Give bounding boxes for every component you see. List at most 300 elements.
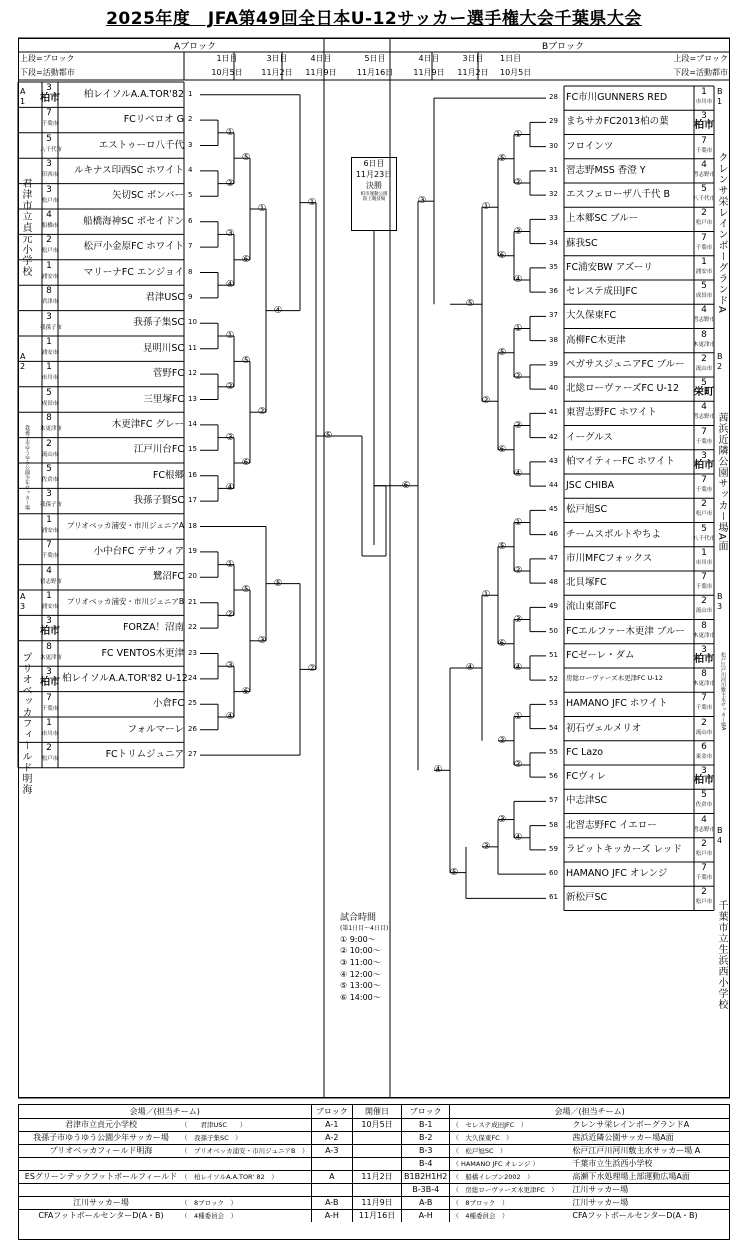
match-number: 25	[188, 699, 197, 708]
team-block-number: 2	[701, 353, 707, 364]
team-block-number: 3	[46, 616, 52, 627]
final-day: 6日目	[363, 159, 385, 168]
match-number: 61	[549, 893, 558, 902]
round-marker: ⑥	[241, 253, 251, 265]
match-number: 22	[188, 623, 197, 632]
team-block-number: 4	[701, 402, 707, 413]
team-city: 東金市	[695, 753, 713, 760]
team-name: 菅野FC	[152, 368, 184, 380]
match-number: 54	[549, 723, 558, 732]
team-name: 見明川SC	[142, 342, 184, 354]
match-number: 58	[549, 820, 558, 829]
team-city: 浦安市	[41, 273, 59, 280]
team-city: 習志野市	[693, 317, 716, 324]
match-number: 59	[549, 844, 558, 853]
team-block-number: 7	[701, 135, 707, 146]
table-cell: A-H	[311, 1209, 353, 1222]
team-name: 柏マイティーFC ホワイト	[566, 455, 675, 467]
team-city: 浦安市	[41, 350, 59, 356]
match-number: 57	[549, 796, 558, 805]
venue-cell	[19, 1183, 311, 1196]
round-marker: ③	[257, 634, 267, 646]
match-number: 8	[188, 267, 193, 276]
venue-cell: （ 4種委員会 ） CFAフットボールセンターD(A・B)	[450, 1209, 729, 1222]
final-label: 決勝	[366, 181, 382, 191]
team-block-number: 7	[701, 475, 707, 485]
round-marker: ⑤	[241, 584, 251, 595]
match-number: 16	[188, 470, 197, 479]
match-number: 56	[549, 772, 558, 781]
team-name: 東習志野FC ホワイト	[566, 407, 657, 419]
team-name: ラビットキッカーズ レッド	[566, 843, 682, 855]
team-block-number: 3	[46, 489, 52, 500]
team-city: 栄町	[694, 387, 714, 398]
round-marker: ④	[513, 274, 523, 285]
table-row	[19, 1131, 729, 1144]
team-block-number: 1	[46, 591, 52, 601]
team-city: 柏市	[40, 626, 60, 638]
round-marker: ④	[513, 662, 523, 673]
table-cell	[353, 1144, 402, 1157]
match-number: 42	[549, 432, 558, 441]
round-marker: ②	[307, 663, 317, 675]
team-city: 柏市	[40, 677, 60, 689]
team-city: 八千代市	[693, 535, 716, 542]
table-row	[19, 1196, 729, 1209]
round-marker: ⑥	[241, 457, 251, 468]
team-block-number: 3	[701, 450, 707, 461]
team-block-number: 1	[46, 362, 52, 373]
round-marker: ①	[225, 558, 235, 570]
team-city: 千葉市	[41, 553, 59, 560]
team-block-number: 1	[46, 260, 52, 271]
team-block-number: 7	[701, 572, 707, 582]
team-city: 柏市	[694, 459, 714, 471]
team-city: 千葉市	[695, 244, 713, 251]
venue-table	[18, 1104, 730, 1240]
match-number: 17	[188, 496, 197, 505]
team-block-number: 1	[46, 718, 52, 728]
team-block-number: 5	[46, 387, 52, 398]
team-block-number: 5	[701, 184, 707, 194]
team-block-number: 2	[701, 717, 707, 728]
match-number: 31	[549, 165, 558, 174]
date-label: 11月16日	[356, 68, 394, 77]
venue-cell: （ 房総ローヴァーズ木更津FC ） 江川サッカー場	[450, 1183, 729, 1196]
match-number: 18	[188, 521, 197, 530]
team-name: 我孫子集SC	[133, 317, 184, 329]
table-row	[19, 1144, 729, 1157]
table-cell: A-B	[402, 1196, 450, 1209]
team-block-number: 7	[46, 108, 52, 119]
round-marker: ③	[513, 225, 523, 237]
team-name: 新松戸SC	[566, 892, 608, 904]
venue-b3-name: 松戸江戸川河川敷主水サッカー場A	[720, 652, 726, 731]
team-block-number: 7	[701, 232, 707, 243]
team-city: 千葉市	[695, 147, 713, 154]
team-name: 上本郷SC ブルー	[566, 213, 639, 225]
match-number: 38	[549, 335, 558, 344]
table-header-cell: ブロック	[402, 1105, 450, 1118]
team-city: 千葉市	[41, 121, 59, 128]
team-name: 鷺沼FC	[152, 571, 184, 583]
round-marker: ③	[513, 419, 523, 431]
team-city: 習志野市	[693, 414, 716, 421]
team-name: 習志野MSS 香澄 Y	[566, 164, 646, 176]
team-block-number: 1	[46, 514, 52, 525]
team-block-number: 7	[701, 426, 707, 437]
team-block-number: 5	[701, 378, 707, 388]
team-block-number: 5	[701, 281, 707, 291]
team-name: イーグルス	[566, 431, 613, 443]
team-block-number: 4	[46, 210, 52, 220]
round-marker: ③	[417, 195, 427, 207]
venue-b4-name: 千葉市立生浜西小学校	[716, 900, 727, 1010]
team-name: 房総ローヴァーズ木更津FC U-12	[566, 674, 663, 683]
match-number: 13	[188, 394, 197, 403]
team-block-number: 2	[46, 438, 52, 449]
table-cell	[353, 1157, 402, 1170]
match-number: 2	[188, 115, 193, 124]
round-marker: ②	[513, 371, 523, 382]
team-block-number: 3	[46, 667, 52, 678]
round-marker: ①	[225, 126, 235, 138]
round-marker: ④	[433, 764, 443, 776]
round-marker: ②	[225, 177, 235, 189]
match-number: 35	[549, 262, 558, 271]
round-marker: ④	[513, 468, 523, 479]
final-venue: 柏市運動公園 陸上競技場	[360, 191, 388, 203]
team-block-number: 2	[701, 887, 707, 898]
round-marker: ④	[465, 662, 475, 673]
round-marker: ①	[481, 201, 491, 213]
team-name: 三里塚FC	[143, 393, 184, 405]
team-city: 木更津市	[40, 654, 63, 661]
round-marker: ⑥	[401, 479, 411, 491]
round-marker: ⑤	[241, 355, 251, 367]
team-city: 木更津市	[693, 341, 716, 348]
table-cell: 11月2日	[353, 1170, 402, 1183]
team-name: プリオベッカ浦安・市川ジュニアB	[66, 596, 184, 606]
date-label: 10月5日	[211, 68, 243, 77]
team-name: チームスポルトやちよ	[566, 528, 662, 540]
table-cell	[311, 1157, 353, 1170]
match-number: 34	[549, 238, 558, 247]
team-city: 流山市	[41, 451, 59, 458]
team-block-number: 4	[701, 159, 707, 170]
table-cell: 10月5日	[353, 1118, 402, 1131]
team-name: 大久保東FC	[566, 310, 617, 322]
team-name: 船橋海神SC ポセイドン	[83, 215, 184, 227]
match-number: 33	[549, 214, 558, 223]
match-time: ⑤ 13:00～	[340, 981, 381, 991]
table-cell: B-3	[402, 1144, 450, 1157]
match-time: ③ 11:00～	[340, 957, 381, 967]
team-block-number: 5	[46, 464, 52, 474]
match-number: 43	[549, 456, 558, 465]
legend-bottom-left: 下段=活動都市	[20, 68, 75, 77]
team-name: 蘇我SC	[566, 237, 598, 249]
team-city: 千葉市	[695, 438, 713, 445]
team-block-number: 8	[46, 641, 52, 652]
team-name: FCトリムジュニア	[105, 749, 184, 761]
team-city: 印西市	[41, 172, 59, 179]
team-city: 千葉市	[695, 487, 713, 493]
team-city: 松戸市	[695, 511, 713, 518]
table-header-cell: 開催日	[353, 1105, 402, 1118]
team-city: 流山市	[695, 608, 713, 615]
team-block-number: 3	[701, 111, 707, 122]
team-block-number: 7	[46, 540, 52, 551]
team-city: 市川市	[695, 99, 713, 105]
legend-top-left: 上段=ブロック	[20, 54, 75, 63]
team-city: 柏市	[694, 775, 714, 786]
table-cell: A-H	[402, 1209, 450, 1222]
match-number: 6	[188, 216, 193, 225]
table-cell: 11月9日	[353, 1196, 402, 1209]
round-marker: ⑤	[323, 430, 333, 441]
match-time: ⑥ 14:00～	[340, 992, 381, 1002]
venue-cell: CFAフットボールセンターD(A・B) （ 4種委員会 ）	[19, 1209, 311, 1222]
match-number: 14	[188, 419, 197, 428]
match-number: 5	[188, 191, 193, 200]
match-number: 46	[549, 529, 558, 538]
table-cell: A-1	[311, 1118, 353, 1131]
team-name: 松戸旭SC	[566, 504, 608, 516]
team-name: ルキナス印西SC ホワイト	[73, 164, 184, 176]
venue-b3-code: B 3	[717, 592, 723, 612]
round-marker: ②	[225, 380, 235, 392]
match-number: 52	[549, 675, 558, 684]
team-city: 我孫子市	[40, 324, 63, 331]
round-marker: ③	[225, 431, 235, 443]
day-label: 1日目	[500, 54, 522, 63]
team-name: FC Lazo	[566, 746, 604, 758]
table-cell: A-B	[311, 1196, 353, 1209]
team-name: 矢切SC ボンバー	[111, 190, 184, 202]
day-label: 5日目	[364, 54, 386, 63]
round-marker: ⑤	[465, 298, 475, 310]
venue-b1-code: B 1	[717, 87, 723, 107]
team-city: 千葉市	[695, 875, 713, 881]
team-block-number: 7	[701, 693, 707, 704]
match-number: 40	[549, 384, 558, 393]
table-cell: 11月16日	[353, 1209, 402, 1222]
round-marker: ②	[513, 565, 523, 576]
team-city: 千葉市	[695, 584, 713, 590]
day-label: 4日目	[418, 54, 440, 63]
team-block-number: 2	[46, 743, 52, 754]
table-row	[19, 1183, 729, 1196]
team-name: 小中台FC デサフィア	[93, 545, 184, 557]
team-city: 柏市	[694, 120, 714, 132]
team-city: 柏市	[40, 93, 60, 104]
team-name: 江戸川台FC	[133, 444, 184, 456]
round-marker: ③	[225, 228, 235, 240]
table-cell: B-1	[402, 1118, 450, 1131]
round-marker: ①	[513, 516, 523, 528]
round-marker: ⑥	[241, 685, 251, 697]
team-city: 柏市	[694, 653, 714, 665]
table-header-row	[19, 1105, 729, 1118]
legend-top-right: 上段=ブロック	[673, 54, 728, 63]
team-name: FCヴィレ	[566, 771, 607, 783]
match-number: 48	[549, 578, 558, 587]
round-marker: ④	[513, 831, 523, 843]
match-number: 41	[549, 408, 558, 417]
team-name: 松戸小金原FC ホワイト	[83, 241, 184, 253]
team-city: 成田市	[41, 400, 59, 407]
venue-cell	[19, 1157, 311, 1170]
round-marker: ②	[513, 759, 523, 770]
match-number: 20	[188, 572, 197, 581]
table-row	[19, 1170, 729, 1183]
table-row	[19, 1157, 729, 1170]
team-block-number: 3	[46, 184, 52, 195]
venue-cell: （ セレステ成田JFC ） クレンサ栄レインボーグランドA	[450, 1118, 729, 1131]
match-number: 30	[549, 141, 558, 150]
table-cell: A-2	[311, 1131, 353, 1144]
match-number: 28	[549, 93, 558, 102]
match-time: ④ 12:00～	[340, 969, 381, 979]
round-marker: ③	[225, 660, 235, 672]
day-label: 1日目	[216, 54, 238, 63]
match-number: 36	[549, 287, 558, 296]
team-city: 流山市	[695, 365, 713, 372]
team-city: 習志野市	[40, 578, 63, 585]
team-city: 松戸市	[41, 197, 59, 204]
team-name: 流山東部FC	[566, 601, 617, 613]
round-marker: ②	[257, 406, 267, 418]
team-name: プリオベッカ浦安・市川ジュニアA	[66, 520, 184, 530]
team-block-number: 5	[46, 133, 52, 144]
date-label: 11月2日	[261, 68, 293, 77]
table-cell: B1B2H1H2	[402, 1170, 450, 1183]
venue-b2-code: B 2	[717, 352, 723, 372]
block-b-label: Bブロック	[542, 42, 584, 52]
team-block-number: 2	[701, 596, 707, 607]
team-name: 君津USC	[145, 291, 184, 303]
round-marker: ⑤	[497, 152, 507, 164]
match-number: 12	[188, 369, 197, 378]
match-number: 44	[549, 481, 558, 490]
team-name: エスフェローザ八千代 B	[566, 189, 671, 201]
match-number: 24	[188, 673, 197, 682]
table-cell: A	[311, 1170, 353, 1183]
match-number: 55	[549, 747, 558, 756]
venue-b1-name: クレンサ栄レインボーグランドA	[716, 152, 727, 314]
team-city: 木更津市	[40, 426, 63, 433]
team-name: FCリベロオ G	[123, 114, 184, 126]
legend-bottom-right: 下段=活動都市	[673, 68, 728, 77]
block-a-label: Aブロック	[174, 42, 216, 52]
team-city: 八千代市	[40, 146, 63, 153]
team-city: 松戸市	[695, 899, 713, 906]
team-block-number: 8	[46, 286, 52, 297]
table-cell: B-2	[402, 1131, 450, 1144]
round-marker: ②	[513, 177, 523, 188]
team-name: FC VENTOS木更津	[101, 647, 184, 659]
team-city: 習志野市	[693, 826, 716, 833]
round-marker: ①	[481, 589, 491, 601]
match-number: 60	[549, 869, 558, 878]
table-row	[19, 1118, 729, 1131]
team-name: 中志津SC	[566, 795, 608, 807]
team-name: 北習志野FC イエロー	[566, 819, 657, 831]
match-number: 26	[188, 724, 197, 733]
team-city: 松戸市	[41, 248, 59, 255]
team-block-number: 8	[701, 329, 707, 340]
team-city: 流山市	[695, 729, 713, 736]
team-block-number: 8	[701, 669, 707, 679]
table-cell	[353, 1131, 402, 1144]
team-block-number: 2	[701, 499, 707, 510]
match-number: 7	[188, 242, 193, 251]
team-city: 千葉市	[41, 705, 59, 712]
round-marker: ④	[225, 711, 235, 722]
round-marker: ④	[273, 304, 283, 316]
venue-cell: プリオベッカフィールド明海 （ プリオベッカ浦安・市川ジュニアB ）	[19, 1144, 311, 1157]
team-name: FC根郷	[152, 469, 184, 481]
round-marker: ⑤	[449, 866, 459, 878]
day-label: 4日目	[310, 54, 332, 63]
match-number: 11	[188, 343, 197, 352]
team-block-number: 3	[46, 311, 52, 322]
team-city: 松戸市	[695, 850, 713, 857]
team-block-number: 5	[701, 790, 707, 801]
round-marker: ⑤	[241, 152, 251, 164]
match-times-sub: (第1日目～4日目)	[340, 925, 389, 933]
round-marker: ①	[513, 322, 523, 334]
match-number: 50	[549, 626, 558, 635]
match-number: 27	[188, 750, 197, 759]
venue-b4-code: B 4	[717, 826, 723, 846]
date-label: 11月9日	[305, 68, 337, 77]
venue-a3-name: プリオベッカフィールド明海	[20, 652, 31, 795]
team-block-number: 6	[701, 741, 707, 752]
match-number: 15	[188, 445, 197, 454]
match-number: 4	[188, 165, 193, 174]
round-marker: ①	[225, 330, 235, 341]
venue-cell: （ HAMANO JFC オレンジ ） 千葉市立生浜西小学校	[450, 1157, 729, 1170]
round-marker: ③	[497, 813, 507, 825]
table-row	[19, 1209, 729, 1222]
team-name: HAMANO JFC オレンジ	[566, 868, 668, 880]
team-name: 初石ヴェルメリオ	[566, 722, 642, 734]
venue-cell: （ 船橋イレブン2002 ） 高瀬下水処理場上部運動広場A面	[450, 1170, 729, 1183]
team-block-number: 3	[46, 159, 52, 170]
team-block-number: 2	[701, 838, 707, 849]
team-block-number: 1	[46, 337, 52, 347]
venue-a3-code: A 3	[20, 592, 26, 612]
venue-cell: 君津市立貞元小学校 （ 君津USC ）	[19, 1118, 311, 1131]
team-block-number: 1	[701, 87, 707, 97]
venue-cell: （ 松戸旭SC ） 松戸江戸川河川敷主水サッカー場 A	[450, 1144, 729, 1157]
team-name: FC市川GUNNERS RED	[566, 92, 668, 104]
round-marker: ④	[225, 482, 235, 494]
team-name: 高柳FC木更津	[566, 334, 626, 346]
team-block-number: 3	[701, 766, 707, 776]
team-name: まちサカFC2013柏の葉	[566, 116, 669, 128]
team-name: 北貝塚FC	[566, 577, 607, 589]
match-number: 9	[188, 292, 193, 301]
team-block-number: 5	[701, 523, 707, 534]
round-marker: ⑤	[497, 346, 507, 358]
round-marker: ③	[513, 613, 523, 625]
team-name: エストゥーロ八千代	[98, 139, 184, 151]
team-city: 松戸市	[695, 220, 713, 227]
team-block-number: 3	[46, 83, 52, 93]
